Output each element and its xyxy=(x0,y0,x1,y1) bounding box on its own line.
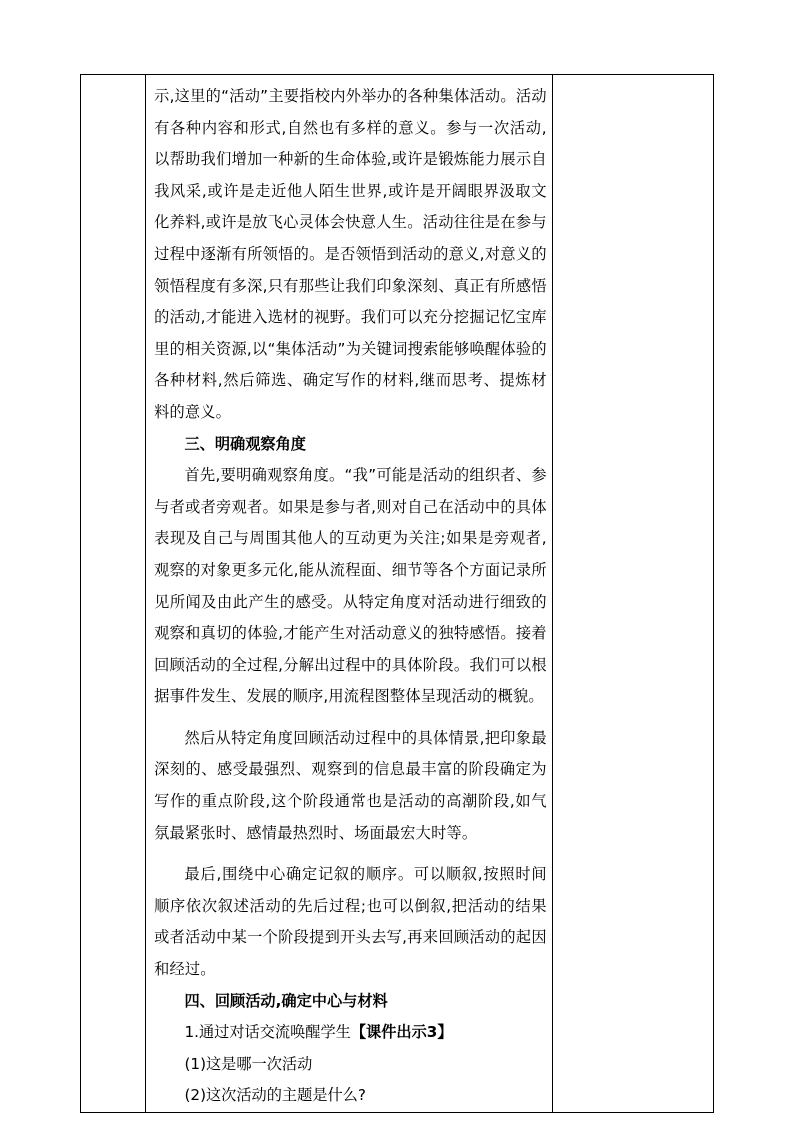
question-item-1: (1)这是哪一次活动 xyxy=(184,1054,313,1073)
paragraph-key-stage: 然后从特定角度回顾活动过程中的具体情景,把印象最深刻的、感受最强烈、观察到的信息最丰富的阶段确定为写作的重点阶段,这个阶段通常也是活动的高潮阶段,如气氛最紧张时、感情最热烈时、场面最宏大时等。 xyxy=(154,728,547,842)
question-item-2: (2)这次活动的主题是什么? xyxy=(184,1086,366,1105)
lesson-plan-table xyxy=(80,74,714,1113)
table-row xyxy=(81,75,714,1113)
section-heading-observation: 三、明确观察角度 xyxy=(184,434,306,453)
right-cell xyxy=(552,75,713,1113)
paragraph-observation-angle: 首先,要明确观察角度。“我”可能是活动的组织者、参与者或者旁观者。如果是参与者,则对自己在活动中的具体表现及自己与周围其他人的互动更为关注;如果是旁观者,观察的对象更多元化,能从流程面、细节等各个方面记录所见所闻及由此产生的感受。从特定角度对活动进行细致的观察和真切的体验,才能产生对活动意义的独特感悟。接着回顾活动的全过程,分解出过程中的具体阶段。我们可以根据事件发生、发展的顺序,用流程图整体呈现活动的概貌。 xyxy=(154,466,547,706)
courseware-tag: 【课件出示3】 xyxy=(350,1023,453,1042)
section-heading-review: 四、回顾活动,确定中心与材料 xyxy=(184,991,388,1010)
content-cell xyxy=(146,75,553,1113)
list-item-dialogue xyxy=(154,1017,547,1049)
paragraph-narrative-order: 最后,围绕中心确定记叙的顺序。可以顺叙,按照时间顺序依次叙述活动的先后过程;也可以倒叙,把活动的结果或者活动中某一个阶段提到开头去写,再来回顾活动的起因和经过。 xyxy=(154,865,547,979)
item-text: 1.通过对话交流唤醒学生 xyxy=(184,1023,351,1042)
paragraph-activity-meaning: 示,这里的“活动”主要指校内外举办的各种集体活动。活动有各种内容和形式,自然也有多样的意义。参与一次活动,以帮助我们增加一种新的生命体验,或许是锻炼能力展示自我风采,或许是走近他人陌生世界,或许是开阔眼界汲取文化养料,或许是放飞心灵体会快意人生。活动往往是在参与过程中逐渐有所领悟的。是否领悟到活动的意义,对意义的领悟程度有多深,只有那些让我们印象深刻、真正有所感悟的活动,才能进入选材的视野。我们可以充分挖掘记忆宝库里的相关资源,以“集体活动”为关键词搜索能够唤醒体验的各种材料,然后筛选、确定写作的材料,继而思考、提炼材料的意义。 xyxy=(154,87,547,421)
left-cell xyxy=(81,75,146,1113)
